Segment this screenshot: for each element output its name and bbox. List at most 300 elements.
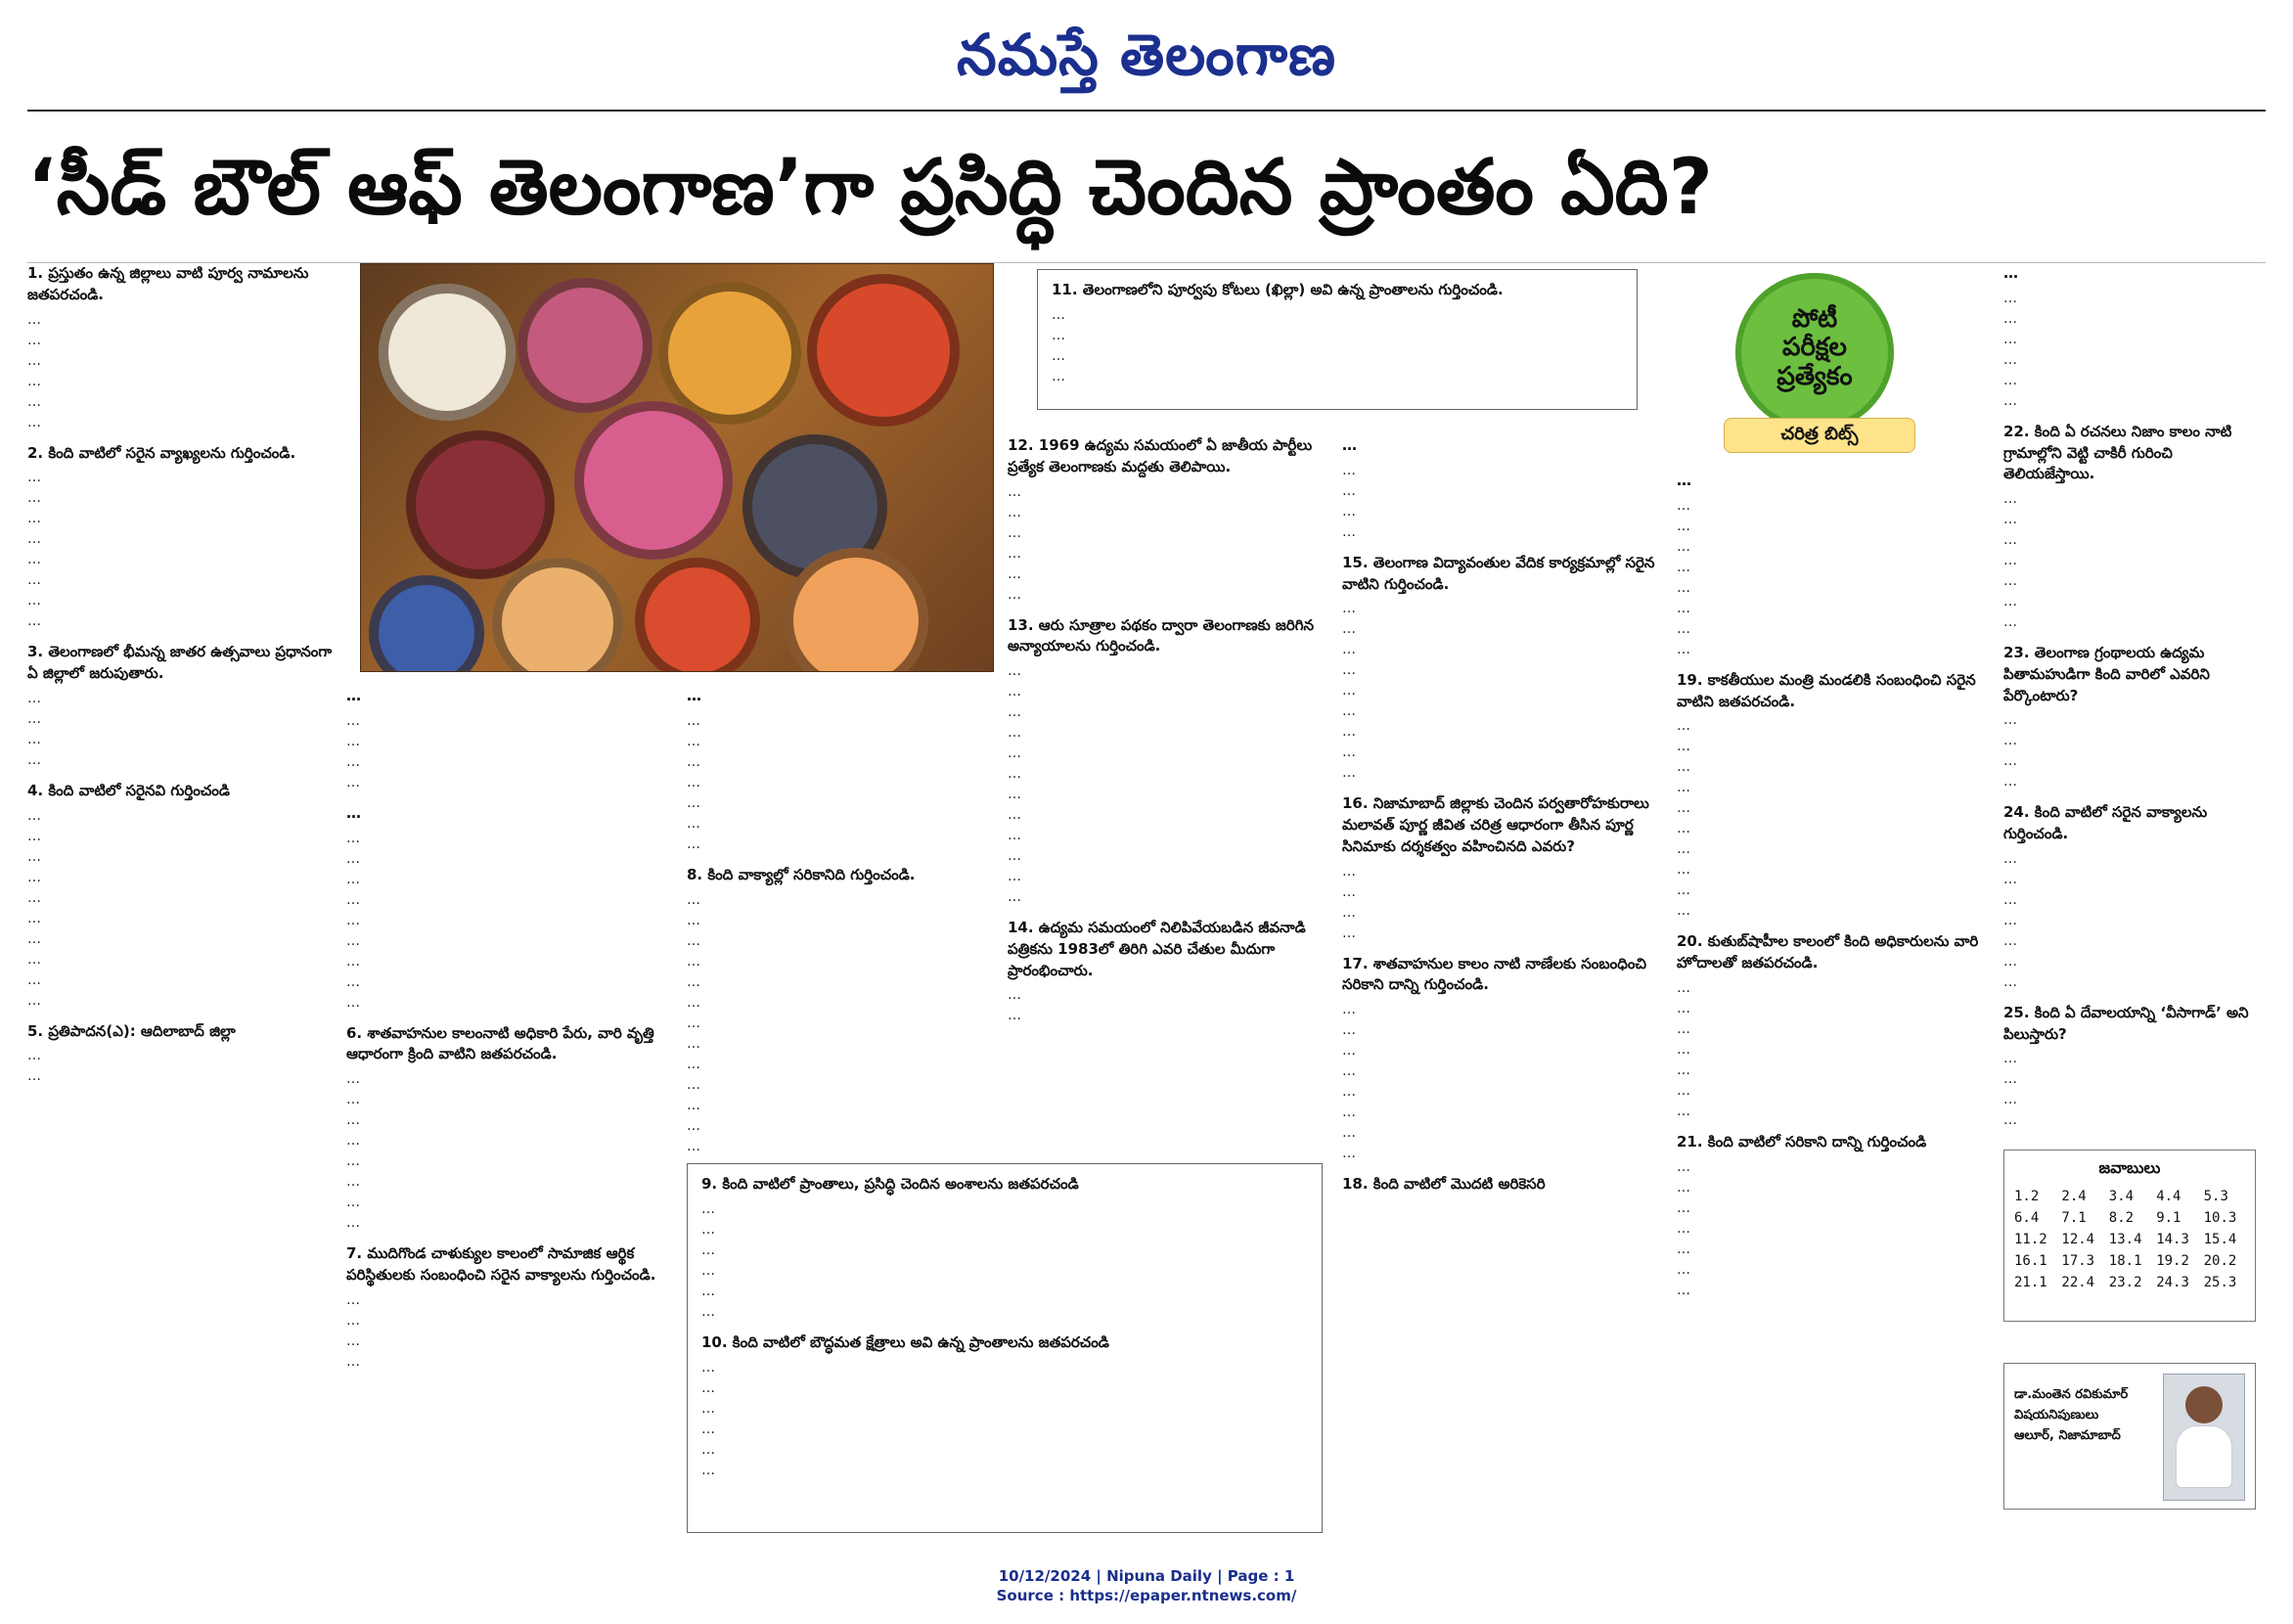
question-line: … [27,930,41,947]
question-block [346,686,673,793]
question-title: 21. కింది వాటిలో సరికాని దాన్ని గుర్తించండి [1677,1132,1927,1150]
question-block [1008,615,1323,909]
question-line: … [1677,600,1690,616]
question-line: … [1677,821,1690,837]
page-footer [0,1561,2293,1610]
question-block [687,686,1000,855]
question-column-5 [1342,435,1663,1535]
question-line: … [27,593,41,609]
answer-item: 9.1 [2156,1210,2181,1226]
question-11-options [1052,305,1623,387]
badge-line-2: పరీక్షల [1782,333,1847,363]
question-line: … [1008,524,1021,541]
question-line: … [1342,1084,1356,1100]
question-title: 8. కింది వాక్యాల్లో సరికానిది గుర్తించండి. [687,865,916,883]
question-11-line: … [1052,368,1065,384]
question-line: … [687,994,700,1011]
question-line: … [1342,462,1356,478]
question-line: … [346,973,360,990]
question-block [1342,954,1663,1165]
question-line: … [27,1048,41,1064]
question-line: … [1342,1063,1356,1079]
special-topic-badge [1712,273,1925,455]
question-line: … [1008,889,1021,905]
question-line: … [2003,290,2017,306]
question-line: … [2003,1071,2017,1088]
question-line: … [687,1117,700,1134]
question-title: 17. శాతవాహనుల కాలం నాటి నాణేలకు సంబంధించి సరికాని దాన్ని గుర్తించండి. [1342,954,1646,994]
question-line: … [701,1303,715,1320]
question-line: … [1008,704,1021,720]
footer-date-line: 10/12/2024 | Nipuna Daily | Page : 1 [998,1566,1295,1585]
question-line: … [1008,725,1021,741]
seed-bowl-photo-item [379,284,516,421]
questions-9-10-content [701,1174,1308,1481]
question-line: … [346,753,360,770]
question-block [2003,802,2256,993]
question-line: … [1008,766,1021,782]
question-line: … [2003,1051,2017,1067]
question-line: … [1342,1105,1356,1120]
question-block [27,642,335,771]
question-line: … [1677,1261,1690,1278]
question-line: … [2003,491,2017,507]
question-block [1677,1132,1988,1301]
question-line: … [346,1112,360,1128]
question-line: … [1677,1103,1690,1119]
answer-item: 17.3 [2061,1253,2095,1269]
question-line: … [687,1035,700,1052]
question-line: … [1677,538,1690,555]
question-line: … [27,511,41,527]
question-line: … [27,531,41,548]
question-column-1 [27,263,335,1535]
masthead [0,8,2293,102]
question-line: … [27,710,41,727]
question-line: … [346,1133,360,1149]
question-column-6 [1677,471,1988,1535]
question-line: … [1677,979,1690,996]
question-block [2003,643,2256,792]
answer-item: 2.4 [2061,1189,2087,1204]
question-line: … [346,774,360,790]
question-line: … [1677,739,1690,755]
question-11-line: … [1052,347,1065,364]
answer-item: 10.3 [2203,1210,2237,1226]
question-line: … [1677,1041,1690,1058]
question-line: … [2003,912,2017,928]
question-line: … [1677,1241,1690,1257]
question-title: … [2003,264,2018,282]
question-line: … [687,794,700,811]
badge-text [1735,291,1894,406]
answers-grid [2014,1189,2245,1290]
seed-bowl-photo-item [658,282,801,425]
badge-line-1: పోటీ [1791,303,1838,334]
question-line: … [1342,1146,1356,1161]
question-line: … [1342,744,1356,761]
question-line: … [1008,828,1021,843]
question-line: … [1677,1000,1690,1016]
question-title: 19. కాకతీయుల మంత్రి మండలికి సంబంధించి సరైన వాటిని జతపరచండి. [1677,670,1976,710]
question-title: 4. కింది వాటిలో సరైనవి గుర్తించండి [27,781,230,799]
author-photo [2163,1374,2245,1501]
seed-bowl-photo-item [574,401,733,560]
question-line: … [1677,862,1690,879]
answer-item: 13.4 [2108,1232,2142,1247]
seed-bowl-photo-item [635,558,760,672]
question-line: … [1342,1043,1356,1059]
question-title: 18. కింది వాటిలో మొదటి అరికెసరి [1342,1175,1546,1193]
question-block [1342,1174,1663,1195]
question-line: … [701,1379,715,1396]
seed-bowl-photo-item [517,278,652,413]
badge-line-3: ప్రత్యేకం [1776,361,1853,391]
question-line: … [1342,765,1356,782]
question-line: … [687,973,700,990]
question-title: 9. కింది వాటిలో ప్రాంతాలు, ప్రసిద్ధి చెందిన అంశాలను జతపరచండి [701,1175,1079,1193]
question-title: 6. శాతవాహనుల కాలంనాటి అధికారి పేరు, వారి వృత్తి ఆధారంగా క్రింది వాటిని జతపరచండి. [346,1023,654,1063]
footer-source-line: Source : https://epaper.ntnews.com/ [996,1587,1297,1604]
question-line: … [346,1195,360,1210]
question-line: … [1677,841,1690,858]
question-title: … [346,687,361,704]
question-line: … [2003,973,2017,990]
question-line: … [346,912,360,928]
question-line: … [1342,662,1356,679]
question-line: … [2003,573,2017,589]
question-line: … [2003,953,2017,970]
question-block [1342,435,1663,543]
question-block [1342,793,1663,943]
question-line: … [1342,601,1356,617]
question-line: … [1342,703,1356,720]
question-line: … [346,1174,360,1190]
question-line: … [27,889,41,906]
answer-item: 4.4 [2156,1189,2181,1204]
question-line: … [346,1312,360,1329]
question-line: … [27,848,41,865]
question-line: … [1342,482,1356,499]
question-title: 25. కింది ఏ దేవాలయాన్ని ‘వీసాగాడ్’ అని పిలుస్తారు? [2003,1003,2249,1043]
question-title: … [687,687,701,704]
question-line: … [687,1056,700,1072]
question-block [1677,931,1988,1122]
question-line: … [1008,848,1021,864]
question-line: … [1342,925,1356,941]
question-line: … [701,1421,715,1437]
question-line: … [27,572,41,589]
question-title: 10. కింది వాటిలో బౌద్ధమత క్షేత్రాలు అవి ఉన్న ప్రాంతాలను జతపరచండి [701,1332,1109,1351]
question-line: … [701,1262,715,1279]
question-line: … [701,1400,715,1417]
question-line: … [1677,718,1690,735]
question-title: … [346,803,361,822]
question-title: … [1677,472,1691,489]
question-line: … [1008,807,1021,823]
question-column-2 [346,686,673,1533]
question-line: … [346,1153,360,1169]
question-line: … [687,1097,700,1113]
question-line: … [1008,483,1021,500]
answer-item: 6.4 [2014,1210,2040,1226]
question-block [27,443,335,633]
question-line: … [1677,1061,1690,1078]
answers-box [2003,1150,2256,1322]
question-line: … [346,932,360,949]
question-line: … [1677,1158,1690,1175]
question-block [346,1243,673,1373]
author-text [2014,1385,2153,1446]
question-line: … [2003,331,2017,347]
question-title: 1. ప్రస్తుతం ఉన్న జిల్లాలు వాటి పూర్వ నామాలను జతపరచండి. [27,264,309,303]
question-line: … [346,871,360,887]
question-line: … [2003,850,2017,867]
question-line: … [1342,904,1356,921]
answer-item: 8.2 [2108,1210,2135,1226]
question-line: … [687,891,700,908]
question-block [1008,918,1323,1026]
question-line: … [1677,497,1690,514]
question-title: 16. నిజామాబాద్ జిల్లాకు చెందిన పర్వతారోహకురాలు మలావత్ పూర్ణ జీవిత చరిత్ర ఆధారంగా తీసిన పూర్ణ సినిమాకు దర్శకత్వం వహించినది ఎవరు? [1342,794,1649,855]
question-line: … [1342,863,1356,880]
answer-item: 15.4 [2203,1232,2237,1247]
question-line: … [1342,883,1356,900]
answer-item: 23.2 [2108,1275,2142,1290]
answer-item: 24.3 [2156,1275,2189,1290]
question-line: … [27,951,41,968]
question-line: … [687,815,700,832]
question-line: … [687,835,700,852]
question-line: … [1008,987,1021,1004]
question-line: … [346,1353,360,1370]
question-line: … [2003,774,2017,790]
question-line: … [701,1241,715,1258]
answer-item: 20.2 [2203,1253,2237,1269]
question-line: … [701,1200,715,1217]
question-column-7 [2003,263,2256,1134]
answer-item: 7.1 [2061,1210,2087,1226]
question-line: … [2003,891,2017,908]
question-line: … [346,953,360,970]
question-line: … [1008,745,1021,761]
question-line: … [1677,518,1690,534]
seed-bowl-photo-item [492,558,623,672]
question-line: … [1677,620,1690,637]
question-line: … [27,690,41,706]
question-11-line: … [1052,306,1065,323]
question-line: … [27,751,41,768]
question-line: … [687,953,700,970]
question-line: … [1008,504,1021,520]
question-line: … [27,828,41,844]
question-title: 22. కింది ఏ రచనలు నిజాం కాలం నాటి గ్రామాల్లోని వెట్టి చాకిరీ గురించి తెలియజేస్తాయి. [2003,422,2232,483]
question-line: … [687,912,700,928]
answer-item: 16.1 [2014,1253,2047,1269]
question-line: … [1342,683,1356,699]
author-name: డా.మంతెన రవికుమార్ [2014,1387,2129,1402]
question-line: … [1677,780,1690,796]
question-line: … [346,1291,360,1308]
question-line: … [1342,724,1356,741]
question-line: … [1342,1022,1356,1038]
question-line: … [346,712,360,729]
question-line: … [27,807,41,824]
question-block [27,1021,335,1088]
question-block [1677,670,1988,923]
answer-item: 3.4 [2108,1189,2135,1204]
history-bits-ribbon: చరిత్ర బిట్స్ [1724,418,1915,453]
question-line: … [1677,1082,1690,1099]
question-line: … [687,774,700,790]
question-line: … [2003,932,2017,949]
question-title: 3. తెలంగాణలో భీమన్న జాతర ఉత్సవాలు ప్రధానంగా ఏ జిల్లాలో జరుపుతారు. [27,643,333,682]
answer-item: 12.4 [2061,1232,2095,1247]
question-line: … [346,1071,360,1087]
question-line: … [2003,512,2017,527]
question-line: … [2003,310,2017,327]
question-line: … [701,1441,715,1458]
question-block [2003,1003,2256,1132]
question-title: 24. కింది వాటిలో సరైన వాక్యాలను గుర్తించండి. [2003,803,2208,842]
question-line: … [2003,614,2017,630]
answer-item: 19.2 [2156,1253,2189,1269]
seed-bowl-photo-item [406,430,555,579]
question-title: … [1342,436,1357,454]
question-line: … [1677,1282,1690,1298]
question-title: 2. కింది వాటిలో సరైన వ్యాఖ్యలను గుర్తించండి. [27,443,296,462]
question-line: … [27,992,41,1009]
question-line: … [1008,565,1021,582]
question-line: … [27,869,41,885]
question-line: … [27,311,41,328]
question-line: … [2003,1092,2017,1108]
question-line: … [346,733,360,749]
question-line: … [687,733,700,749]
question-11-title: 11. తెలంగాణలోని పూర్వపు కోటలు (ఖిల్లా) అవి ఉన్న ప్రాంతాలను గుర్తించండి. [1052,281,1504,298]
question-title: 15. తెలంగాణ విద్యావంతుల వేదిక కార్యక్రమాల్లో సరైన వాటిని గుర్తించండి. [1342,553,1655,593]
question-line: … [701,1462,715,1478]
question-title: 5. ప్రతిపాదన(ఎ): ఆదిలాబాద్ జిల్లా [27,1021,236,1040]
article-headline-container [27,123,1976,252]
question-line: … [701,1283,715,1299]
question-line: … [2003,712,2017,729]
question-line: … [2003,753,2017,770]
question-column-3 [687,686,1000,1151]
question-line: … [1677,800,1690,817]
answer-item: 18.1 [2108,1253,2142,1269]
question-line: … [27,552,41,568]
question-line: … [346,850,360,867]
question-title: 13. ఆరు సూత్రాల పథకం ద్వారా తెలంగాణకు జరిగిన అన్యాయాలను గుర్తించండి. [1008,615,1315,655]
question-title: 7. ముదిగొండ చాళుక్యుల కాలంలో సామాజిక ఆర్థిక పరిస్థితులకు సంబంధించి సరైన వాక్యాలను గుర్తించండి. [346,1244,656,1284]
question-block [687,865,1000,1151]
question-line: … [1677,1199,1690,1216]
question-line: … [27,332,41,348]
question-line: … [1677,1220,1690,1237]
question-line: … [1008,684,1021,699]
question-line: … [1342,642,1356,658]
question-line: … [2003,594,2017,609]
question-line: … [27,352,41,369]
question-line: … [2003,733,2017,749]
question-line: … [1008,869,1021,884]
question-line: … [2003,351,2017,368]
question-line: … [687,753,700,770]
question-block [1342,553,1663,785]
question-line: … [1342,523,1356,540]
author-photo-body [2176,1425,2232,1488]
question-line: … [346,891,360,908]
question-11-box [1037,269,1638,410]
question-line: … [701,1221,715,1238]
question-line: … [1677,882,1690,899]
question-line: … [2003,532,2017,548]
newspaper-title: నమస్తే తెలంగాణ [957,22,1336,88]
question-line: … [1677,579,1690,596]
question-line: … [1008,586,1021,603]
question-line: … [2003,871,2017,887]
question-line: … [1342,1125,1356,1141]
question-line: … [27,910,41,926]
answer-item: 21.1 [2014,1275,2047,1290]
question-line: … [346,1215,360,1231]
answer-item: 1.2 [2014,1189,2040,1204]
question-line: … [1008,545,1021,562]
question-line: … [687,1015,700,1031]
question-line: … [27,613,41,630]
question-line: … [27,373,41,389]
questions-9-10-box [687,1163,1323,1533]
question-line: … [1342,1002,1356,1017]
question-line: … [346,1332,360,1349]
question-line: … [1677,641,1690,657]
question-line: … [1008,663,1021,679]
question-block [27,781,335,1012]
question-line: … [1677,759,1690,776]
question-line: … [687,712,700,729]
question-title: 20. కుతుబ్‌షాహీల కాలంలో కింది అధికారులను వారి హోదాలతో జతపరచండి. [1677,932,1979,971]
question-line: … [1677,559,1690,575]
question-line: … [27,731,41,747]
question-line: … [1008,1008,1021,1024]
question-line: … [27,1068,41,1085]
question-block [346,1023,673,1235]
question-line: … [2003,553,2017,568]
question-line: … [1677,903,1690,920]
author-box [2003,1363,2256,1510]
question-line: … [2003,1112,2017,1129]
question-line: … [687,932,700,949]
seed-bowl-photo-item [807,274,960,427]
seed-bowls-photo [360,263,994,672]
question-line: … [687,1076,700,1093]
answers-heading: జవాబులు [2098,1158,2161,1177]
question-line: … [1342,503,1356,519]
question-line: … [1677,1020,1690,1037]
article-content-area [27,262,2266,1547]
answer-item: 5.3 [2203,1189,2228,1204]
question-block [1008,435,1323,606]
question-line: … [1677,1179,1690,1195]
masthead-divider [27,110,2266,112]
question-title: 14. ఉద్యమ సమయంలో నిలిపివేయబడిన జీవనాడి పత్రికను 1983లో తిరిగి ఎవరి చేతుల మీదుగా ప్రారంభించారు. [1008,919,1306,979]
question-line: … [2003,392,2017,409]
question-title: 23. తెలంగాణ గ్రంథాలయ ఉద్యమ పితామహుడిగా కింది వారిలో ఎవరిని పేర్కొంటారు? [2003,644,2210,704]
question-block [2003,422,2256,633]
question-line: … [27,414,41,430]
question-block [701,1174,1308,1323]
